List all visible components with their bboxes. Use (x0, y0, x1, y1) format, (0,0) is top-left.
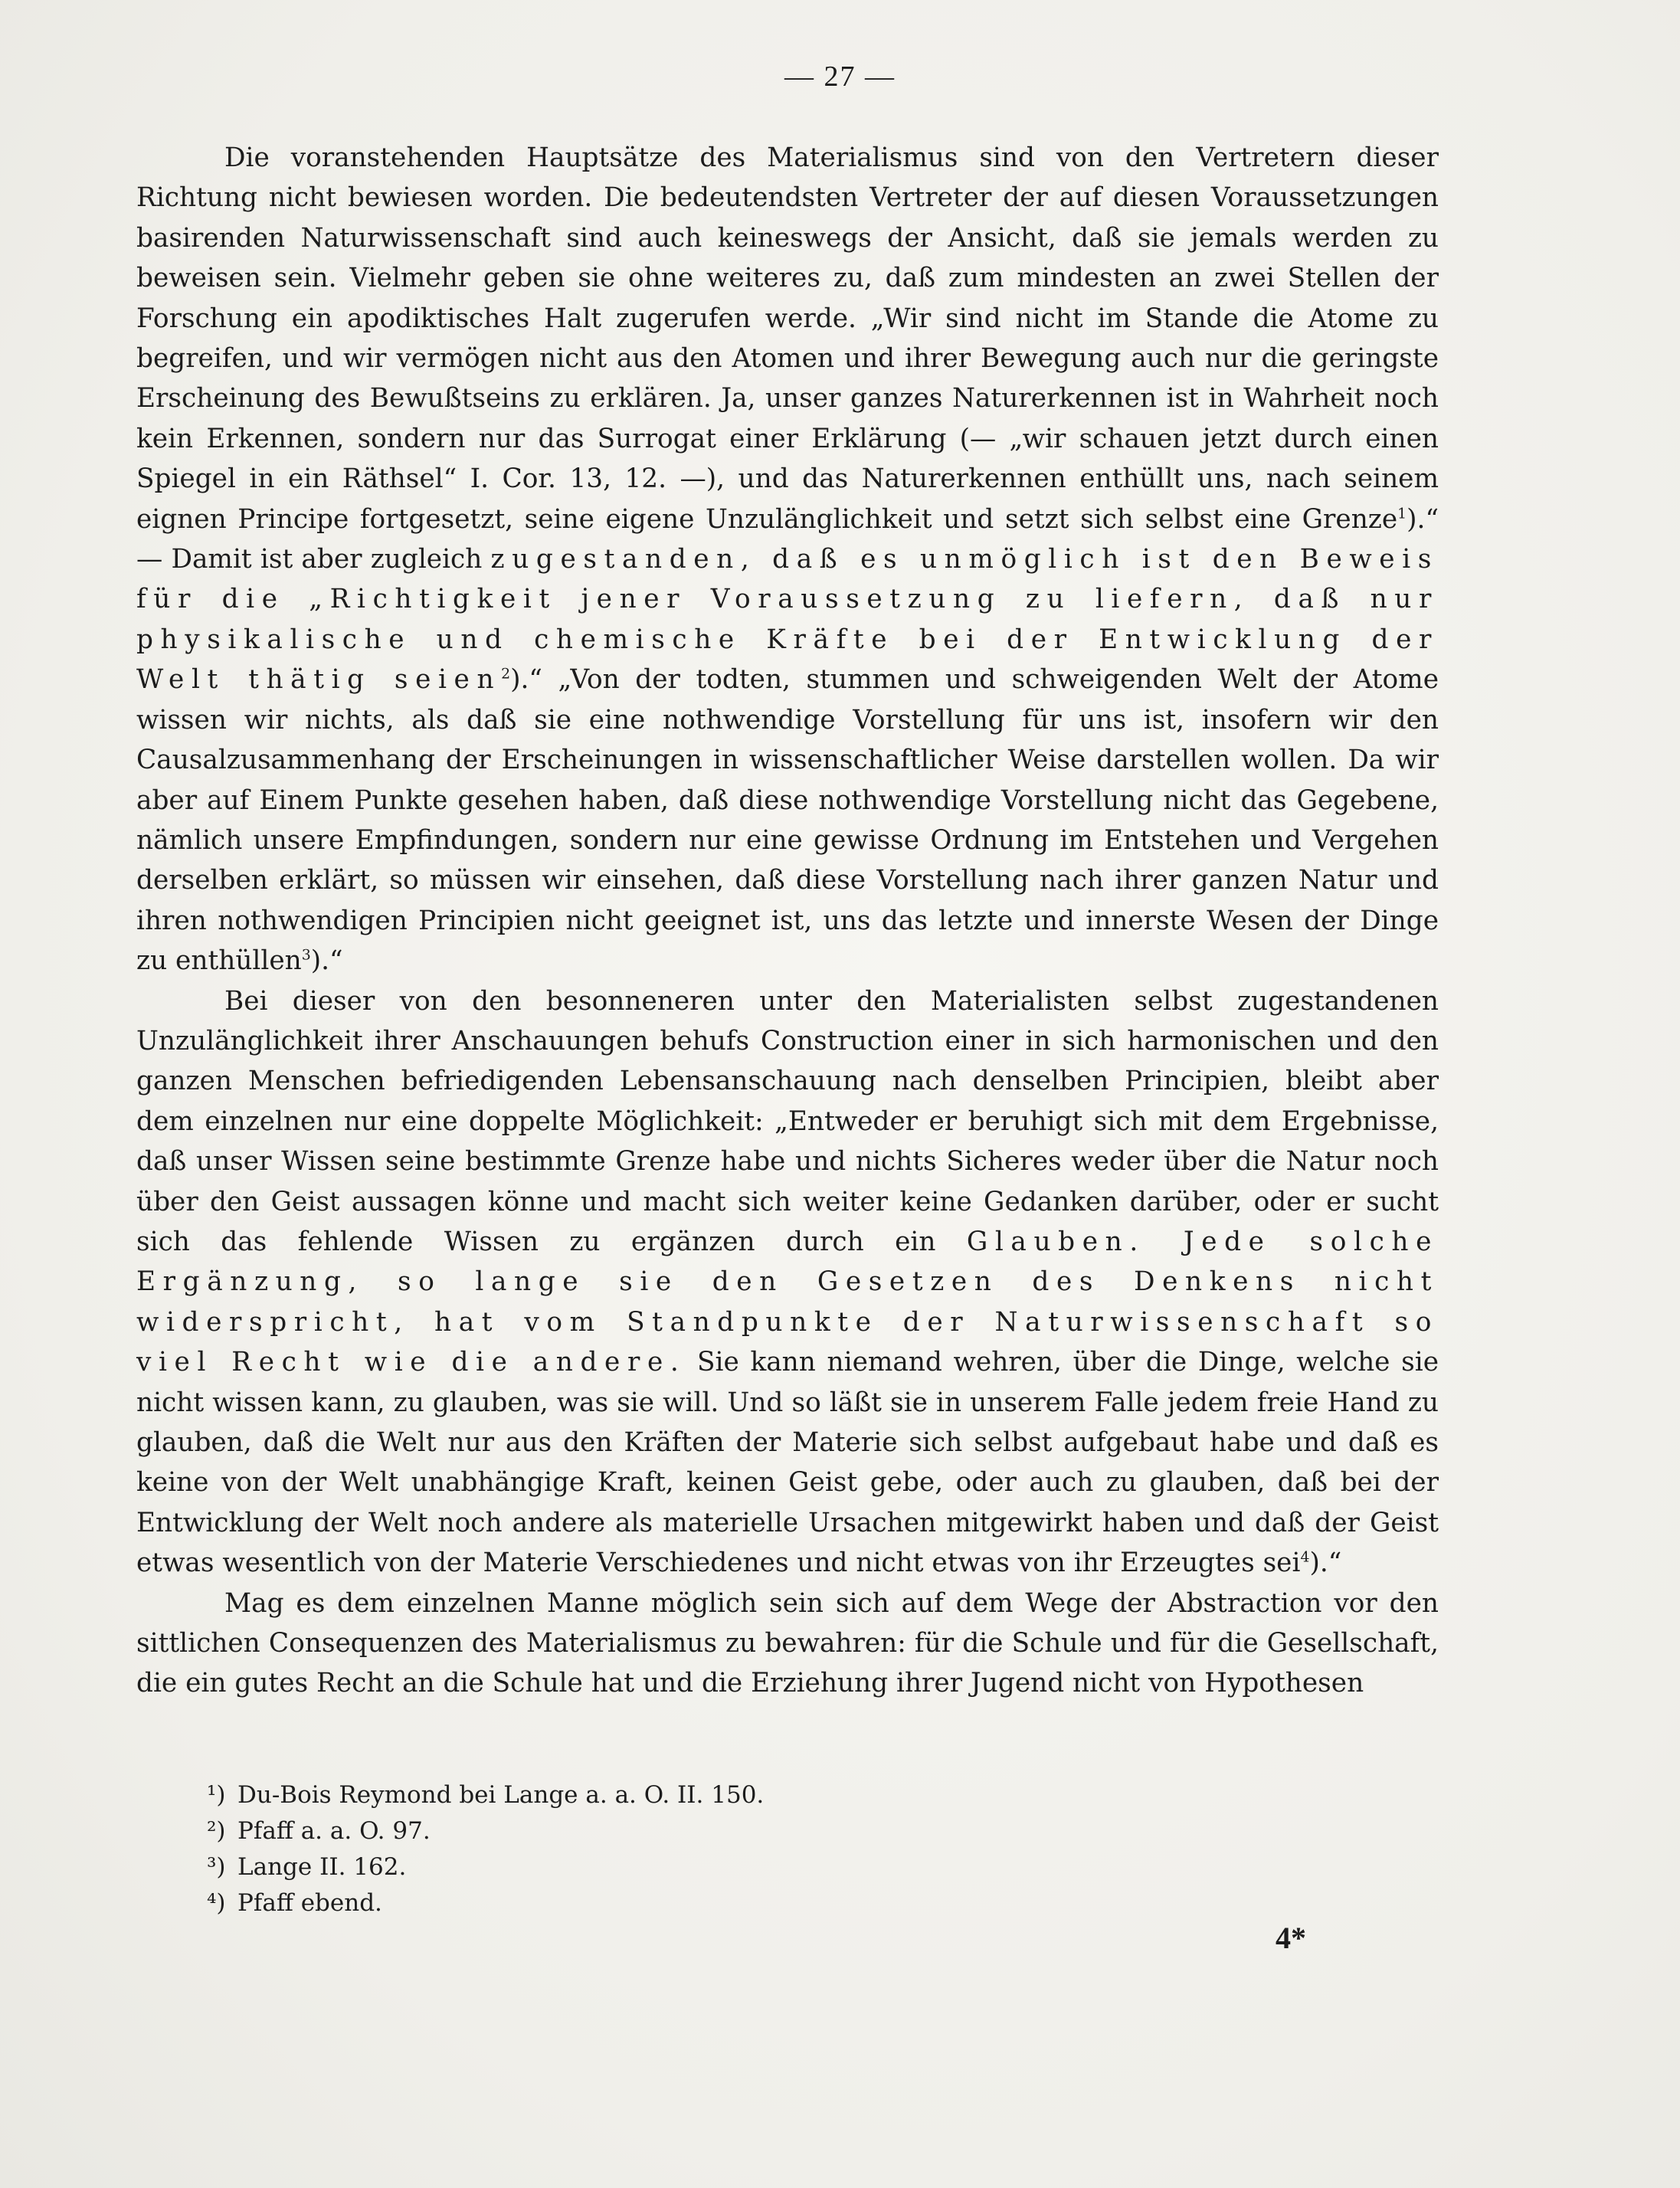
footnote-1 (207, 1777, 764, 1813)
footnote-mark: ³) (207, 1853, 226, 1881)
footnote-ref-3: 3 (301, 946, 311, 964)
emphasized-text: Glauben. Jede solche Ergänzung, so lange sie den Gesetzen des Denkens nicht widerspricht, hat vom Standpunkte der Naturwissenschaft so viel Recht wie die andere. (136, 1226, 1439, 1378)
paragraph-1 (136, 138, 1439, 981)
page-number: — 27 — (784, 61, 896, 93)
text-segment: ).“ (1309, 1548, 1342, 1579)
text-segment: ).“ — Damit ist aber zugleich (136, 503, 1439, 575)
footnote-4 (207, 1885, 764, 1921)
text-segment: Die voranstehenden Hauptsätze des Materialismus sind von den Vertretern dieser Richtung nicht bewiesen worden. Die bedeutendsten Vertreter der auf diesen Voraussetzungen basirenden Naturwissenschaft sind auch keineswegs der Ansicht, daß sie jemals werden zu beweisen sein. Vielmehr geben sie ohne weiteres zu, daß zum mindesten an zwei Stellen der Forschung ein apodiktisches Halt zugerufen werde. „Wir sind nicht im Stande die Atome zu begreifen, und wir vermögen nicht aus den Atomen und ihrer Bewegung auch nur die geringste Erscheinung des Bewußtseins zu erklären. Ja, unser ganzes Naturerkennen ist in Wahrheit noch kein Erkennen, sondern nur das Surrogat einer Erklärung (— „wir schauen jetzt durch einen Spiegel in ein Räthsel“ I. Cor. 13, 12. —), und das Naturerkennen enthüllt uns, nach seinem eignen Principe fortgesetzt, seine eigene Unzulänglichkeit und setzt sich selbst eine Grenze (136, 142, 1439, 535)
body-text (136, 138, 1439, 1704)
footnote-text: Du-Bois Reymond bei Lange a. a. O. II. 150. (237, 1781, 765, 1809)
footnote-ref-1: 1 (1397, 505, 1407, 522)
text-segment: Mag es dem einzelnen Manne möglich sein sich auf dem Wege der Abstraction vor den sittlichen Consequenzen des Materialismus zu bewahren: für die Schule und für die Gesellschaft, die ein gutes Recht an die Schule hat und die Erziehung ihrer Jugend nicht von Hypothesen (136, 1587, 1439, 1699)
paragraph-2 (136, 981, 1439, 1584)
text-segment: ).“ „Von der todten, stummen und schweigenden Welt der Atome wissen wir nichts, als daß sie eine nothwendige Vorstellung für uns ist, insofern wir den Causalzusammenhang der Erscheinungen in wissenschaftlicher Weise darstellen wollen. Da wir aber auf Einem Punkte gesehen haben, daß diese nothwendige Vorstellung nicht das Gegebene, nämlich unsere Empfindungen, sondern nur eine gewisse Ordnung im Entstehen und Vergehen derselben erklärt, so müssen wir einsehen, daß diese Vorstellung nach ihrer ganzen Natur und ihren nothwendigen Principien nicht geeignet ist, uns das letzte und innerste Wesen der Dinge zu enthüllen (136, 664, 1439, 977)
footnote-text: Lange II. 162. (237, 1853, 407, 1881)
footnote-text: Pfaff a. a. O. 97. (237, 1817, 431, 1845)
emphasized-text: zugestanden, daß es unmöglich ist den Beweis für die „Richtigkeit jener Voraussetzung zu liefern, daß nur physikalische und chemische Kräfte bei der Entwicklung der Welt thätig seien (136, 544, 1439, 696)
footnote-text: Pfaff ebend. (237, 1889, 382, 1917)
footnote-mark: ¹) (207, 1781, 226, 1809)
footnote-2 (207, 1813, 764, 1849)
footnotes (207, 1777, 764, 1921)
footnote-ref-2: 2 (501, 665, 511, 683)
footnote-ref-4: 4 (1300, 1548, 1310, 1566)
signature-mark: 4* (1276, 1921, 1306, 1955)
text-segment: Bei dieser von den besonneneren unter den Materialisten selbst zugestandenen Unzulänglichkeit ihrer Anschauungen behufs Construction einer in sich harmonischen und den ganzen Menschen befriedigenden Lebensanschauung nach denselben Principien, bleibt aber dem einzelnen nur eine doppelte Möglichkeit: „Entweder er beruhigt sich mit dem Ergebnisse, daß unser Wissen seine bestimmte Grenze habe und nichts Sicheres weder über die Natur noch über den Geist aussagen könne und macht sich weiter keine Gedanken darüber, oder er sucht sich das fehlende Wissen zu ergänzen durch ein (136, 985, 1439, 1257)
paragraph-3 (136, 1584, 1439, 1704)
text-segment: ).“ (310, 945, 343, 977)
footnote-mark: ²) (207, 1817, 226, 1845)
footnote-mark: ⁴) (207, 1889, 226, 1917)
text-segment: Sie kann niemand wehren, über die Dinge, welche sie nicht wissen kann, zu glauben, was sie will. Und so läßt sie in unserem Falle jedem freie Hand zu glauben, daß die Welt nur aus den Kräften der Materie sich selbst aufgebaut habe und daß es keine von der Welt unabhängige Kraft, keinen Geist gebe, oder auch zu glauben, daß bei der Entwicklung der Welt noch andere als materielle Ursachen mitgewirkt haben und daß der Geist etwas wesentlich von der Materie Verschiedenes und nicht etwas von ihr Erzeugtes sei (136, 1347, 1439, 1579)
footnote-3 (207, 1849, 764, 1885)
